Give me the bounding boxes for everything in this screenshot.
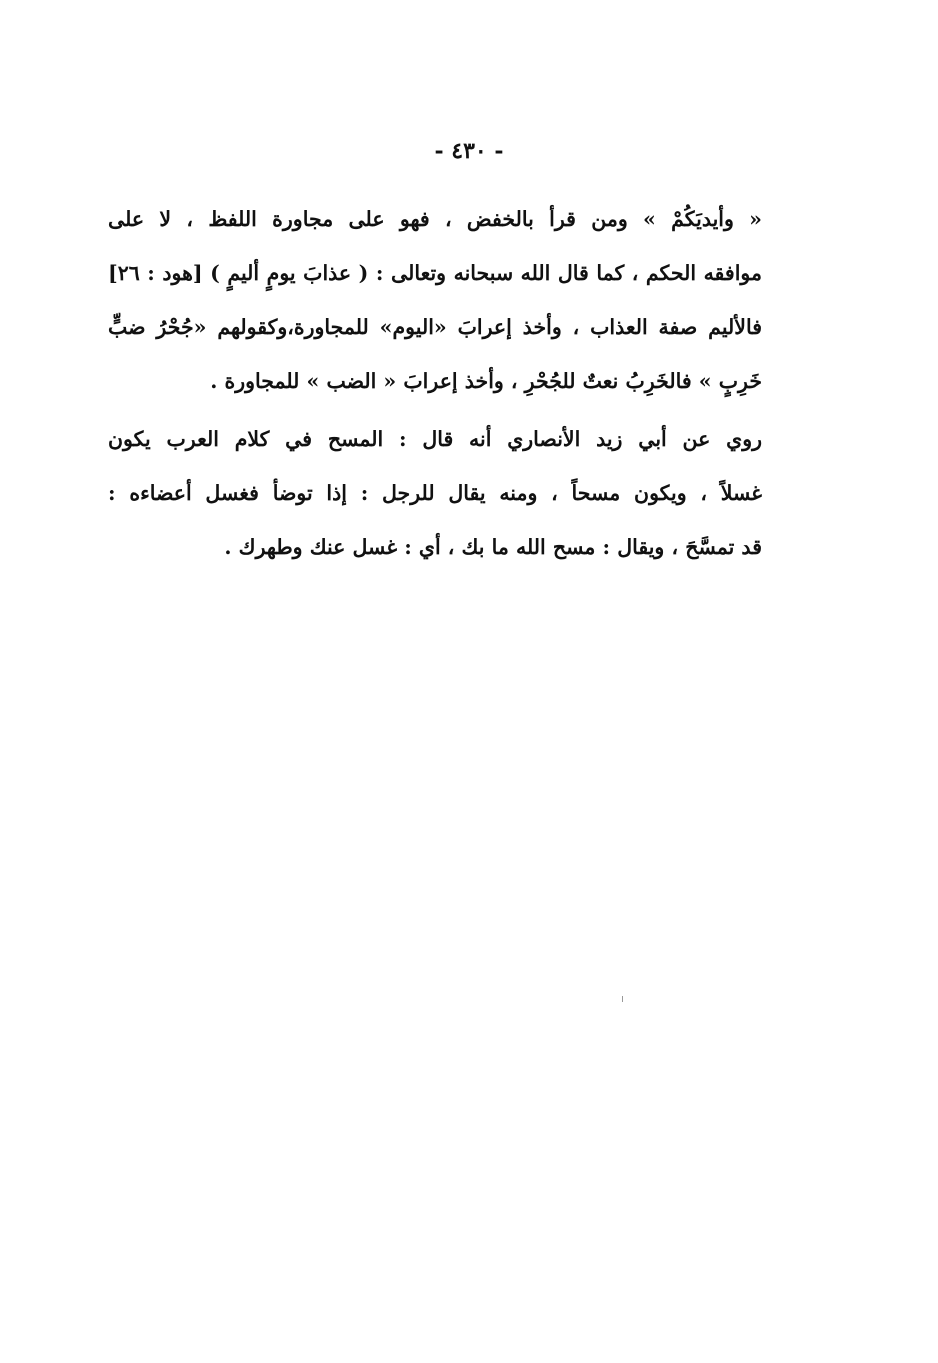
scan-speck — [622, 996, 623, 1002]
paragraph-line: خَرِبٍ » فالخَرِبُ نعتٌ للجُحْرِ ، وأخذ إعرابَ « الضب » للمجاورة . — [210, 369, 762, 393]
paragraph-line: « وأيديَكُمْ » ومن قرأ بالخفض ، فهو على مجاورة اللفظ ، لا على — [108, 207, 762, 231]
paragraph-line: غسلاً ، ويكون مسحاً ، ومنه يقال للرجل : إذا توضأ فغسل أعضاءه : — [108, 481, 762, 505]
paragraph-1 — [108, 192, 762, 408]
paragraph-line: موافقه الحكم ، كما قال الله سبحانه وتعالى : ( عذابَ يومٍ أليمٍ ) [هود : ٢٦] — [108, 261, 762, 285]
paragraph-2 — [108, 412, 762, 574]
paragraph-line: فالأليم صفة العذاب ، وأخذ إعرابَ «اليوم» للمجاورة،وكقولهم «جُحْرُ ضبٍّ — [108, 315, 762, 339]
paragraph-line: قد تمسَّحَ ، ويقال : مسح الله ما بك ، أي : غسل عنك وطهرك . — [224, 535, 762, 559]
paragraph-line: روي عن أبي زيد الأنصاري أنه قال : المسح في كلام العرب يكون — [108, 427, 762, 451]
page-number: - ٤٣٠ - — [434, 138, 504, 164]
